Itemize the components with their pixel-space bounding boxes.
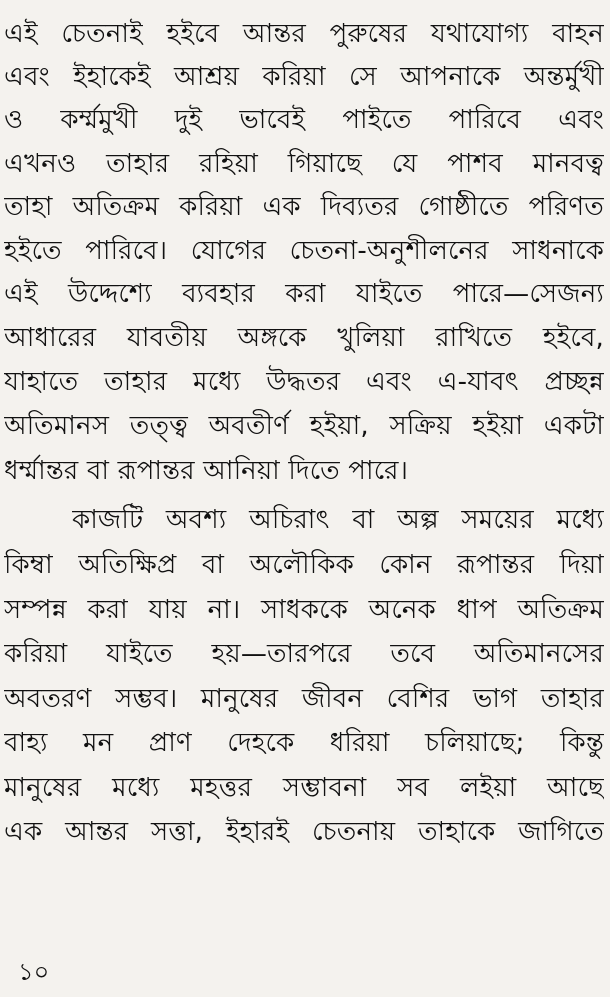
text-line: এখনও তাহার রহিয়া গিয়াছে যে পাশব মানবত্ব — [4, 149, 604, 179]
page-number: ১০ — [18, 958, 50, 986]
text-line: এক আন্তর সত্তা, ইহারই চেতনায় তাহাকে জাগিতে — [4, 817, 604, 847]
text-line: অবতরণ সম্ভব। মানুষের জীবন বেশির ভাগ তাহার — [4, 684, 604, 714]
text-line: মানুষের মধ্যে মহত্তর সম্ভাবনা সব লইয়া আছে — [4, 773, 604, 803]
text-line: এই চেতনাই হইবে আন্তর পুরুষের যথাযোগ্য বাহন — [4, 19, 604, 49]
text-line: কিম্বা অতিক্ষিপ্র বা অলৌকিক কোন রূপান্তর দিয়া — [4, 550, 604, 580]
text-line: এই উদ্দেশ্যে ব্যবহার করা যাইতে পারে—সেজন্য — [4, 279, 604, 309]
text-line: অতিমানস তত্ত্ব অবতীর্ণ হইয়া, সক্রিয় হইয়া একটা — [4, 411, 604, 441]
text-line: এবং ইহাকেই আশ্রয় করিয়া সে আপনাকে অন্তর্মুখী — [4, 62, 604, 92]
text-line: যাহাতে তাহার মধ্যে উদ্ধতর এবং এ-যাবৎ প্রচ্ছন্ন — [4, 367, 604, 397]
text-line: করিয়া যাইতে হয়—তারপরে তবে অতিমানসের — [4, 639, 604, 669]
text-line: ধর্ম্মান্তর বা রূপান্তর আনিয়া দিতে পারে। — [4, 456, 409, 486]
text-line: কাজটি অবশ্য অচিরাৎ বা অল্প সময়ের মধ্যে — [72, 505, 604, 535]
text-line: তাহা অতিক্রম করিয়া এক দিব্যতর গোষ্ঠীতে পরিণত — [4, 192, 604, 222]
text-line: বাহ্য মন প্রাণ দেহকে ধরিয়া চলিয়াছে; কিন্তু — [4, 728, 604, 758]
text-line: সম্পন্ন করা যায় না। সাধককে অনেক ধাপ অতিক্রম — [4, 595, 604, 625]
text-line: হইতে পারিবে। যোগের চেতনা-অনুশীলনের সাধনাকে — [4, 236, 604, 266]
text-line: আধারের যাবতীয় অঙ্গকে খুলিয়া রাখিতে হইবে, — [4, 323, 604, 353]
text-line: ও কর্ম্মমুখী দুই ভাবেই পাইতে পারিবে এবং — [4, 105, 604, 135]
